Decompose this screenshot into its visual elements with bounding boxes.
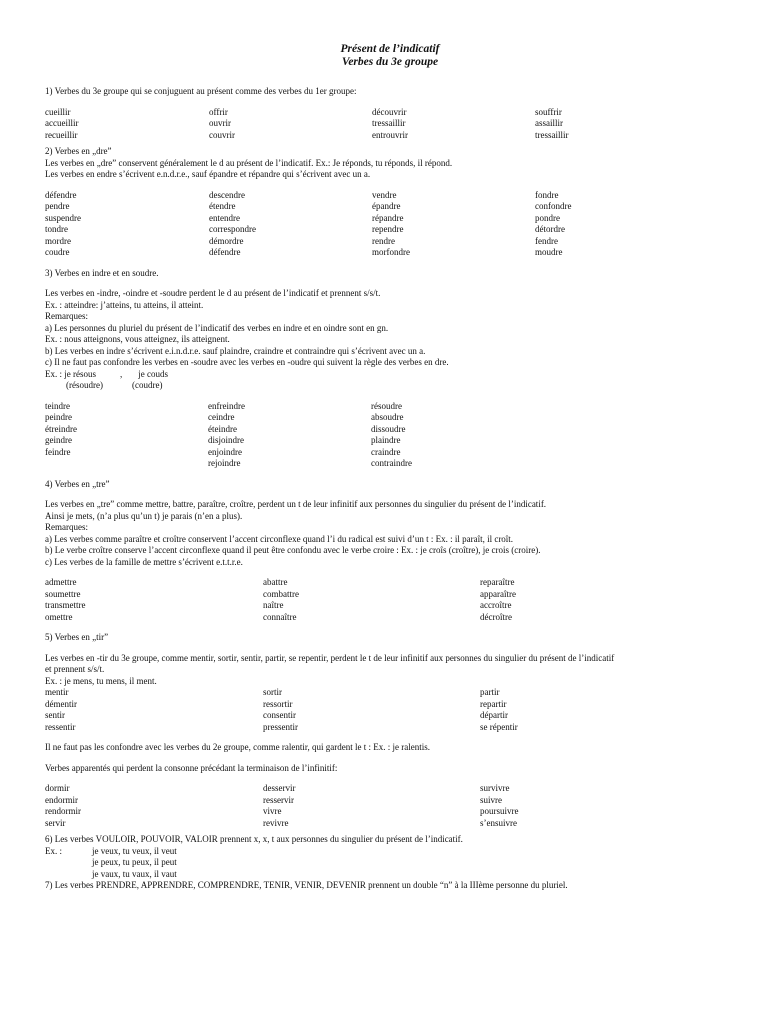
- verb-cell: confondre: [535, 201, 572, 211]
- section5-verb-table: [45, 687, 518, 733]
- section4-line-6: c) Les verbes de la famille de mettre s’écrivent e.t.t.r.e.: [45, 556, 243, 567]
- section2-heading: 2) Verbes en „dre”: [45, 146, 112, 156]
- verb-cell: ceindre: [208, 412, 235, 422]
- title-line-1: Présent de l’indicatif: [340, 43, 440, 55]
- table-row: [45, 412, 412, 424]
- table-row: [45, 435, 412, 447]
- verb-cell: craindre: [371, 446, 401, 457]
- title-line-2: Verbes du 3e groupe: [341, 56, 439, 68]
- verb-cell: morfondre: [372, 247, 410, 257]
- verb-cell: combattre: [263, 588, 299, 599]
- verb-cell: apparaître: [480, 588, 516, 599]
- verb-cell: entrouvrir: [372, 129, 408, 140]
- table-row: [45, 577, 516, 589]
- table-row: [45, 118, 569, 130]
- section4-line-5: b) Le verbe croître conserve l’accent circonflexe quand il peut être confondu avec le verbe croire : Ex. : je croîs (croître), je crois (croire).: [45, 545, 541, 555]
- verb-cell: se répentir: [480, 721, 518, 732]
- verb-cell: enfreindre: [208, 400, 245, 411]
- verb-cell: soumettre: [45, 588, 81, 599]
- verb-cell: étreindre: [45, 423, 77, 434]
- table-row: [45, 612, 516, 624]
- section5-line-2: et prennent s/s/t.: [45, 664, 105, 674]
- section5-line-1: Les verbes en -tir du 3e groupe, comme mentir, sortir, sentir, partir, se repentir, perdent le t de leur infinitif aux personnes du singulier du présent de l’indicatif: [45, 652, 615, 663]
- verb-cell: défendre: [45, 189, 77, 200]
- verb-cell: cueillir: [45, 106, 71, 117]
- verb-cell: peindre: [45, 412, 72, 422]
- verb-cell: rejoindre: [208, 458, 241, 468]
- verb-cell: résoudre: [371, 400, 402, 411]
- verb-cell: endormir: [45, 794, 78, 805]
- section2-verb-table: [45, 190, 571, 259]
- verb-cell: teindre: [45, 400, 70, 411]
- table-row: [45, 190, 571, 202]
- section3-heading: 3) Verbes en indre et en soudre.: [45, 267, 159, 278]
- table-row: [45, 795, 519, 807]
- verb-cell: offrir: [209, 106, 228, 117]
- table-row: [45, 447, 412, 459]
- table-row: [45, 818, 519, 830]
- table-row: [45, 424, 412, 436]
- table-row: [45, 224, 571, 236]
- verb-cell: tressaillir: [372, 118, 406, 128]
- verb-cell: mordre: [45, 235, 71, 246]
- verb-cell: vendre: [372, 189, 397, 200]
- verb-cell: suspendre: [45, 212, 81, 223]
- verb-cell: suivre: [480, 794, 502, 805]
- table-row: [45, 710, 518, 722]
- verb-cell: décroître: [480, 611, 512, 622]
- verb-cell: détordre: [535, 224, 565, 234]
- table-row: [45, 589, 516, 601]
- verb-cell: dormir: [45, 783, 70, 793]
- verb-cell: descendre: [209, 189, 245, 200]
- section5-note: Il ne faut pas les confondre avec les verbes du 2e groupe, comme ralentir, qui gardent le t : Ex. : je ralentis.: [45, 742, 431, 752]
- section5-apparented: Verbes apparentés qui perdent la consonne précédant la terminaison de l’infinitif:: [45, 762, 338, 773]
- verb-cell: ouvrir: [209, 118, 231, 128]
- verb-cell: accroître: [480, 600, 512, 610]
- section3-example-notes: [45, 380, 735, 392]
- example-right-note: (coudre): [131, 380, 163, 390]
- section3-line-3: Remarques:: [45, 311, 88, 321]
- verb-cell: [45, 458, 208, 470]
- section6-heading: 6) Les verbes VOULOIR, POUVOIR, VALOIR prennent x, x, t aux personnes du singulier du présent de l’indicatif.: [45, 834, 463, 844]
- verb-cell: absoudre: [371, 412, 404, 422]
- section1-heading: 1) Verbes du 3e groupe qui se conjuguent au présent comme des verbes du 1er groupe:: [45, 86, 357, 96]
- table-row: [45, 401, 412, 413]
- verb-cell: démentir: [45, 698, 77, 709]
- table-row: [45, 699, 518, 711]
- verb-cell: couvrir: [209, 129, 235, 140]
- verb-cell: recueillir: [45, 129, 78, 140]
- table-row: [45, 806, 519, 818]
- table-row: [45, 247, 571, 259]
- section4-line-2: Ainsi je mets, (n’a plus qu’un t) je parais (n’en a plus).: [45, 510, 243, 521]
- verb-cell: repartir: [480, 698, 507, 709]
- section5-heading: 5) Verbes en „tir”: [45, 632, 109, 642]
- example-label: Ex. :: [45, 845, 62, 856]
- verb-cell: tressaillir: [535, 129, 569, 140]
- verb-cell: abattre: [263, 577, 288, 587]
- verb-cell: épandre: [372, 201, 401, 211]
- verb-cell: vivre: [263, 806, 282, 816]
- verb-cell: entendre: [209, 212, 240, 223]
- verb-cell: partir: [480, 687, 500, 697]
- section2-line-2: Les verbes en endre s’écrivent e.n.d.r.e., sauf épandre et répandre qui s’écrivent avec un a.: [45, 169, 371, 179]
- verb-cell: plaindre: [371, 435, 401, 445]
- section3-line-2: Ex. : atteindre: j’atteins, tu atteins, il atteint.: [45, 299, 204, 310]
- verb-cell: répandre: [372, 212, 404, 223]
- verb-cell: sortir: [263, 687, 282, 697]
- table-row: [45, 687, 518, 699]
- verb-cell: servir: [45, 817, 66, 828]
- verb-cell: s’ensuivre: [480, 817, 517, 828]
- verb-cell: consentir: [263, 710, 296, 720]
- verb-cell: souffrir: [535, 106, 562, 117]
- conjugation-line: je veux, tu veux, il veut: [92, 845, 177, 856]
- verb-cell: connaître: [263, 611, 297, 622]
- verb-cell: rendormir: [45, 806, 81, 816]
- verb-cell: naître: [263, 600, 284, 610]
- table-row: [45, 236, 571, 248]
- verb-cell: rependre: [372, 224, 404, 234]
- verb-cell: contraindre: [371, 458, 412, 468]
- verb-cell: revivre: [263, 817, 289, 828]
- verb-cell: moudre: [535, 247, 563, 257]
- section5-apparented-table: [45, 783, 519, 829]
- verb-cell: survivre: [480, 783, 510, 793]
- verb-cell: démordre: [209, 235, 244, 246]
- example-left-note: (résoudre): [66, 380, 103, 390]
- verb-cell: resservir: [263, 794, 294, 805]
- verb-cell: enjoindre: [208, 446, 242, 457]
- verb-cell: accueillir: [45, 118, 79, 128]
- section6-example-row-1: [45, 846, 735, 858]
- verb-cell: pendre: [45, 201, 70, 211]
- section4-heading: 4) Verbes en „tre”: [45, 478, 110, 489]
- section3-line-5: Ex. : nous atteignons, vous atteignez, ils atteignent.: [45, 334, 230, 344]
- table-row: [45, 107, 569, 119]
- verb-cell: correspondre: [209, 224, 256, 234]
- table-row: [45, 783, 519, 795]
- verb-cell: rendre: [372, 235, 395, 246]
- verb-cell: fondre: [535, 189, 559, 200]
- verb-cell: mentir: [45, 687, 69, 697]
- section3-verb-table: [45, 401, 412, 470]
- section1-verb-table: [45, 107, 569, 142]
- section4-line-3: Remarques:: [45, 522, 88, 532]
- section3-line-6: b) Les verbes en indre s’écrivent e.i.n.d.r.e. sauf plaindre, craindre et contraindre qui s’écrivent avec un a.: [45, 345, 426, 356]
- verb-cell: coudre: [45, 247, 70, 257]
- verb-cell: sentir: [45, 710, 65, 720]
- verb-cell: fendre: [535, 235, 558, 246]
- example-right: je couds: [138, 368, 168, 379]
- section7-heading: 7) Les verbes PRENDRE, APPRENDRE, COMPRENDRE, TENIR, VENIR, DEVENIR prennent un double “n” à la IIIème personne du pluriel.: [45, 880, 568, 890]
- conjugation-line: je vaux, tu vaux, il vaut: [92, 868, 177, 879]
- section2-line-1: Les verbes en „dre” conservent généralement le d au présent de l’indicatif. Ex.: Je réponds, tu réponds, il répond.: [45, 157, 453, 168]
- verb-cell: défendre: [209, 247, 241, 257]
- verb-cell: desservir: [263, 783, 296, 793]
- verb-cell: ressortir: [263, 698, 293, 709]
- verb-cell: ressentir: [45, 721, 76, 732]
- table-row: [45, 213, 571, 225]
- example-left: Ex. : je résous: [45, 368, 96, 379]
- section5-line-3: Ex. : je mens, tu mens, il ment.: [45, 675, 157, 686]
- section3-example: [45, 369, 735, 381]
- verb-cell: admettre: [45, 577, 77, 587]
- verb-cell: dissoudre: [371, 423, 406, 434]
- section4-line-4: a) Les verbes comme paraître et croître conservent l’accent circonflexe quand l’i du radical est suivi d’un t : Ex. : il paraît, il croît.: [45, 533, 514, 544]
- verb-cell: transmettre: [45, 600, 86, 610]
- verb-cell: pondre: [535, 212, 560, 223]
- section3-line-1: Les verbes en -indre, -oindre et -soudre perdent le d au présent de l’indicatif et prennent s/s/t.: [45, 288, 381, 298]
- verb-cell: geindre: [45, 435, 72, 445]
- document-page: [45, 0, 735, 892]
- example-separator: ,: [120, 368, 123, 379]
- verb-cell: étendre: [209, 201, 236, 211]
- section4-line-1: Les verbes en „tre” comme mettre, battre, paraître, croître, perdent un t de leur infinitif aux personnes du singulier du présent de l’indicatif.: [45, 499, 547, 509]
- section3-line-7: c) Il ne faut pas confondre les verbes en -soudre avec les verbes en -oudre qui suivent la règle des verbes en dre.: [45, 357, 449, 367]
- verb-cell: tondre: [45, 224, 68, 234]
- verb-cell: reparaître: [480, 577, 515, 587]
- verb-cell: disjoindre: [208, 435, 244, 445]
- verb-cell: poursuivre: [480, 806, 519, 816]
- table-row: [45, 130, 569, 142]
- section4-verb-table: [45, 577, 516, 623]
- verb-cell: départir: [480, 710, 508, 720]
- table-row: [45, 600, 516, 612]
- conjugation-line: je peux, tu peux, il peut: [92, 857, 177, 867]
- verb-cell: éteindre: [208, 423, 237, 434]
- section3-line-4: a) Les personnes du pluriel du présent de l’indicatif des verbes en indre et en oindre sont en gn.: [45, 322, 389, 333]
- table-row: [45, 458, 412, 470]
- verb-cell: assaillir: [535, 118, 563, 128]
- verb-cell: découvrir: [372, 106, 407, 117]
- table-row: [45, 201, 571, 213]
- verb-cell: pressentir: [263, 721, 298, 732]
- verb-cell: omettre: [45, 611, 73, 622]
- table-row: [45, 722, 518, 734]
- verb-cell: feindre: [45, 446, 71, 457]
